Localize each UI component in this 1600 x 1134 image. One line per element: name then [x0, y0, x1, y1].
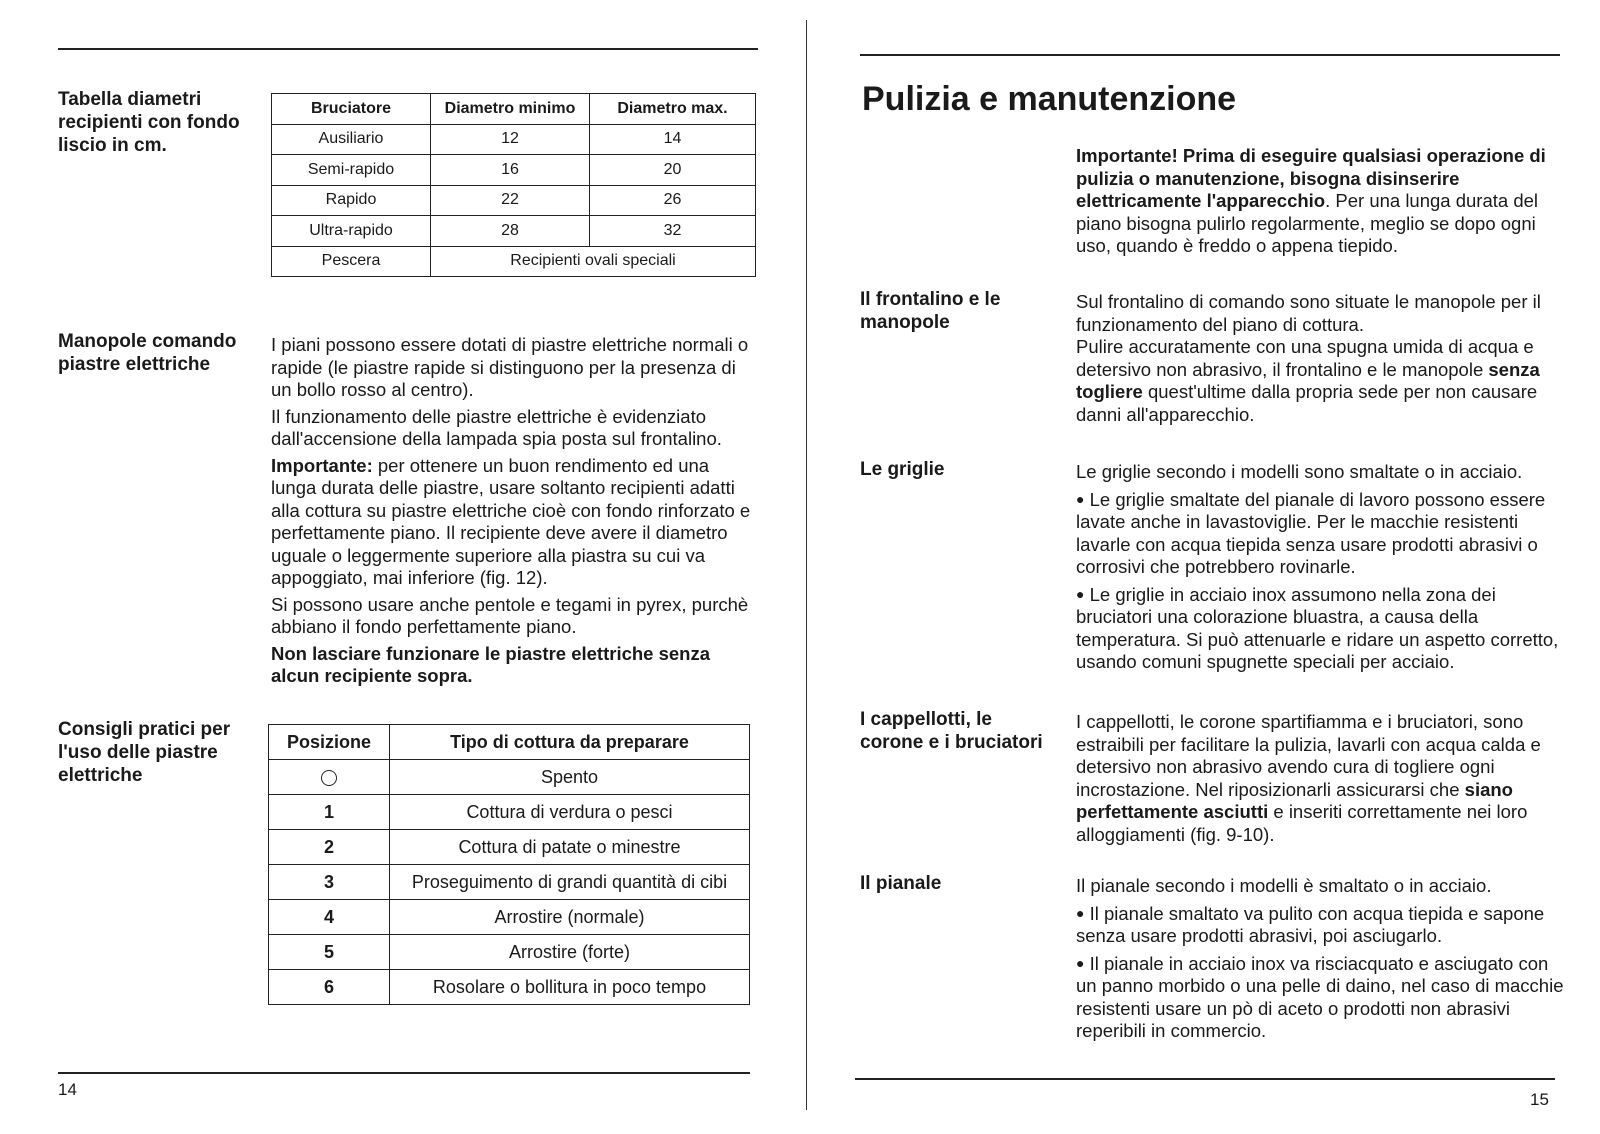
table-row	[272, 185, 756, 216]
table-header-row	[269, 725, 750, 760]
diameters-heading: Tabella diametri recipienti con fondo liscio in cm.	[58, 89, 240, 156]
table-cell: 3	[269, 865, 390, 900]
manopole-body	[271, 334, 751, 692]
circle-icon	[321, 770, 337, 786]
table-cell: 6	[269, 970, 390, 1005]
table-row	[272, 155, 756, 186]
text-run: e inseriti correttamente nei loro alloggiamenti (fig. 9-10).	[1076, 801, 1528, 845]
table-cell: 22	[431, 185, 590, 216]
table-row	[269, 900, 750, 935]
table-cell: Cottura di patate o minestre	[390, 830, 750, 865]
table-cell: 5	[269, 935, 390, 970]
bullet-icon: ●	[1076, 954, 1085, 971]
griglie-heading: Le griglie	[860, 459, 945, 480]
text-run: quest'ultime dalla propria sede per non causare danni all'apparecchio.	[1076, 381, 1538, 425]
bullet-text: Le griglie smaltate del pianale di lavoro possono essere lavate anche in lavastoviglie. Per le macchie resistenti lavarle con acqua tiepida senza usare prodotti abrasivi o corrosivi che potrebbero rovinarle.	[1076, 488, 1546, 577]
paragraph	[1076, 336, 1571, 426]
text-run: Pulire accuratamente con una spugna umida di acqua e detersivo non abrasivo, il frontalino e le manopole	[1076, 336, 1534, 380]
frontalino-heading: Il frontalino e le manopole	[860, 289, 1001, 333]
table-row	[269, 865, 750, 900]
table-cell: Semi-rapido	[272, 155, 431, 186]
table-row	[272, 246, 756, 277]
cappellotti-heading: I cappellotti, le corone e i bruciatori	[860, 709, 1043, 753]
table-row	[272, 124, 756, 155]
right-bottom-rule	[855, 1078, 1555, 1080]
table-cell: 26	[590, 185, 756, 216]
paragraph	[1076, 145, 1571, 258]
manopole-heading: Manopole comando piastre elettriche	[58, 331, 237, 375]
table-cell: 28	[431, 216, 590, 247]
paragraph	[1076, 711, 1571, 846]
paragraph: Si possono usare anche pentole e tegami in pyrex, purchè abbiano il fondo perfettamente piano.	[271, 593, 749, 637]
bullet-icon: ●	[1076, 490, 1085, 507]
diameters-table	[271, 93, 756, 277]
important-text: per ottenere un buon rendimento ed una lunga durata delle piastre, usare soltanto recipienti adatti alla cottura su piastre elettriche cioè con fondo rinforzato e perfettamente piano. Il recipiente deve avere il diametro uguale o leggermente superiore alla piastra su cui va appoggiato, mai inferiore (fig. 12).	[271, 454, 751, 588]
table-cell: 2	[269, 830, 390, 865]
table-cell: 32	[590, 216, 756, 247]
table-cell: Rapido	[272, 185, 431, 216]
table-cell: 12	[431, 124, 590, 155]
pianale-heading: Il pianale	[860, 873, 942, 894]
table-cell: 1	[269, 795, 390, 830]
bullet-icon: ●	[1076, 585, 1085, 602]
table-row	[269, 760, 750, 795]
bullet-item	[1076, 952, 1571, 1043]
table-cell: Cottura di verdura o pesci	[390, 795, 750, 830]
table-row	[269, 935, 750, 970]
bullet-item	[1076, 902, 1571, 948]
table-cell: Ultra-rapido	[272, 216, 431, 247]
table-cell: Arrostire (forte)	[390, 935, 750, 970]
text-run: I cappellotti, le corone spartifiamma e i bruciatori, sono estraibili per facilitare la pulizia, lavarli con acqua calda e detersivo non abrasivo avendo cura di togliere ogni incrostazione. Nel riposizionarli assicurarsi che	[1076, 711, 1541, 800]
header-cell: Bruciatore	[272, 94, 431, 125]
bullet-text: Le griglie in acciaio inox assumono nella zona dei bruciatori una colorazione bluastra, a causa della temperatura. Si può attenuarle e ridare un aspetto corretto, usando comuni spugnette speciali per acciaio.	[1076, 583, 1559, 672]
paragraph: I piani possono essere dotati di piastre elettriche normali o rapide (le piastre rapide si distinguono per la presenza di un bollo rosso al centro).	[271, 334, 749, 400]
consigli-heading: Consigli pratici per l'uso delle piastre elettriche	[58, 719, 231, 786]
table-header-row	[272, 94, 756, 125]
paragraph	[271, 455, 751, 590]
frontalino-body	[1076, 291, 1571, 430]
table-cell	[269, 760, 390, 795]
page-title: Pulizia e manutenzione	[862, 80, 1237, 118]
bullet-item	[1076, 583, 1571, 674]
table-cell: 14	[590, 124, 756, 155]
header-cell: Diametro minimo	[431, 94, 590, 125]
right-top-rule	[860, 54, 1560, 56]
header-cell: Posizione	[269, 725, 390, 760]
page-gutter	[806, 20, 807, 1110]
header-cell: Diametro max.	[590, 94, 756, 125]
text-run: senza togliere	[1076, 358, 1540, 402]
positions-table	[268, 724, 750, 1005]
table-cell: Rosolare o bollitura in poco tempo	[390, 970, 750, 1005]
header-cell: Tipo di cottura da preparare	[390, 725, 750, 760]
table-row	[272, 216, 756, 247]
bullet-icon: ●	[1076, 904, 1085, 921]
table-row	[269, 795, 750, 830]
table-cell: Ausiliario	[272, 124, 431, 155]
paragraph: Il pianale secondo i modelli è smaltato o in acciaio.	[1076, 875, 1492, 896]
table-cell: 4	[269, 900, 390, 935]
table-cell: 16	[431, 155, 590, 186]
cappellotti-body	[1076, 711, 1571, 850]
table-cell: Arrostire (normale)	[390, 900, 750, 935]
table-row	[269, 830, 750, 865]
left-bottom-rule	[58, 1072, 750, 1074]
table-cell: Proseguimento di grandi quantità di cibi	[390, 865, 750, 900]
bullet-item	[1076, 488, 1571, 579]
table-cell: Spento	[390, 760, 750, 795]
bullet-text: Il pianale smaltato va pulito con acqua tiepida e sapone senza usare prodotti abrasivi, poi asciugarlo.	[1076, 902, 1545, 946]
intro-bold: Importante! Prima di eseguire qualsiasi operazione di pulizia o manutenzione, bisogna disinserire elettricamente l'apparecchio	[1076, 145, 1546, 211]
intro-text	[1076, 145, 1571, 262]
warning-paragraph: Non lasciare funzionare le piastre elettriche senza alcun recipiente sopra.	[271, 642, 711, 686]
paragraph: Le griglie secondo i modelli sono smaltate o in acciaio.	[1076, 461, 1523, 482]
griglie-body	[1076, 461, 1571, 678]
table-row	[269, 970, 750, 1005]
text-run: siano perfettamente asciutti	[1076, 778, 1513, 822]
table-cell: Recipienti ovali speciali	[431, 246, 756, 277]
left-top-rule	[58, 48, 758, 50]
pianale-body	[1076, 875, 1571, 1047]
paragraph: Sul frontalino di comando sono situate le manopole per il funzionamento del piano di cottura.	[1076, 291, 1541, 335]
intro-rest: . Per una lunga durata del piano bisogna pulirlo regolarmente, meglio se dopo ogni uso, quando è freddo o appena tiepido.	[1076, 190, 1539, 256]
table-cell: 20	[590, 155, 756, 186]
bullet-text: Il pianale in acciaio inox va risciacquato e asciugato con un panno morbido o una pelle di daino, nel caso di macchie resistenti usare un pò di aceto o prodotti non abrasivi reperibili in commercio.	[1076, 952, 1564, 1041]
table-cell: Pescera	[272, 246, 431, 277]
important-label: Importante:	[271, 454, 373, 476]
paragraph: Il funzionamento delle piastre elettriche è evidenziato dall'accensione della lampada spia posta sul frontalino.	[271, 405, 722, 449]
page-number-left: 14	[58, 1080, 77, 1099]
page-number-right: 15	[1530, 1090, 1549, 1109]
